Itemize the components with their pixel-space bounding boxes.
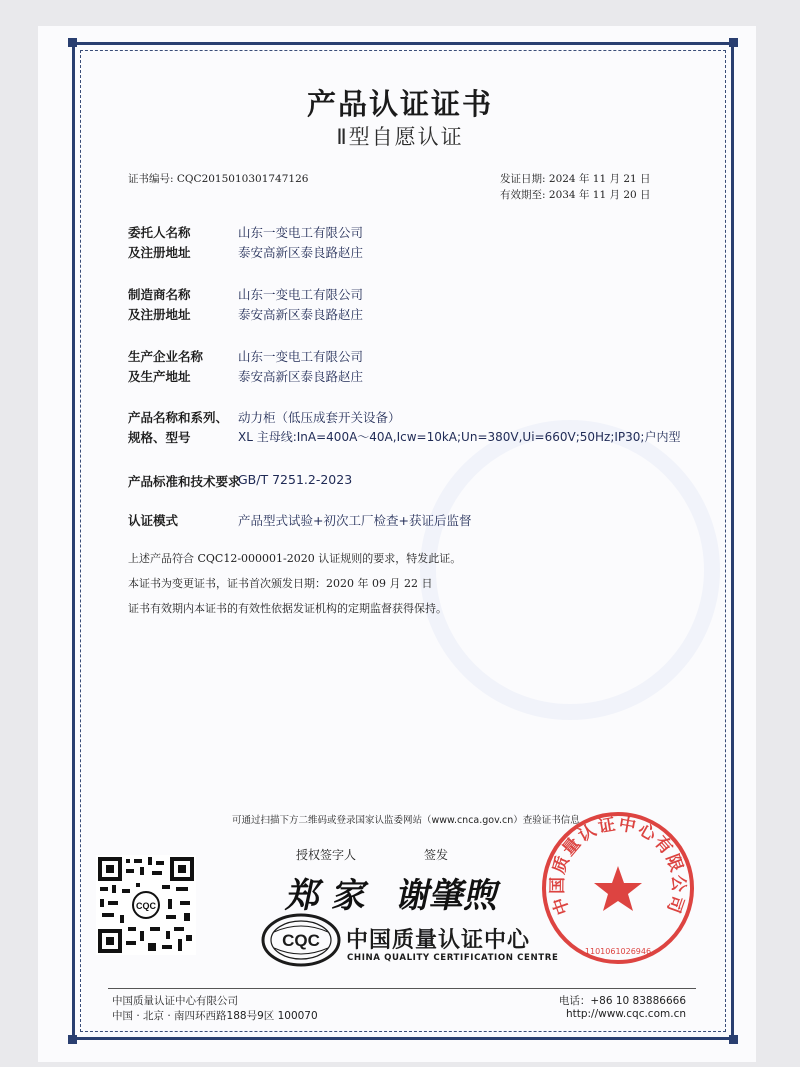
seal-code: 1101061026946 — [584, 947, 652, 956]
certification-mode-label: 认证模式 — [128, 513, 179, 528]
corner-ornament — [68, 38, 77, 47]
footer-address: 中国 · 北京 · 南四环西路188号9区 100070 — [112, 1010, 318, 1022]
svg-text:中国质量认证中心有限公司 — [548, 814, 688, 918]
verification-text: 可通过扫描下方二维码或登录国家认监委网站（www.cnca.gov.cn）查验证书信息 — [232, 815, 580, 826]
factory-name: 山东一变电工有限公司 — [238, 349, 364, 364]
watermark-ring — [420, 420, 720, 720]
seal-text: 中国质量认证中心有限公司 — [547, 814, 689, 918]
cqc-logo-mark: CQC — [282, 931, 320, 950]
factory-address: 泰安高新区泰良路赵庄 — [238, 369, 364, 384]
corner-ornament — [729, 1035, 738, 1044]
authorized-signature: 郑 家 — [283, 876, 372, 916]
cert-number-label: 证书编号: — [128, 173, 174, 185]
applicant-name: 山东一变电工有限公司 — [238, 225, 364, 240]
factory-address-label: 及生产地址 — [128, 369, 191, 384]
manufacturer-address: 泰安高新区泰良路赵庄 — [238, 307, 364, 322]
product-spec-label: 规格、型号 — [128, 430, 191, 445]
cqc-name-english: CHINA QUALITY CERTIFICATION CENTRE — [347, 953, 559, 963]
product-label: 产品名称和系列、 — [128, 410, 229, 425]
applicant-label: 委托人名称 — [128, 225, 191, 240]
note-line: 证书有效期内本证书的有效性依据发证机构的定期监督获得保持。 — [128, 602, 447, 615]
note-line: 本证书为变更证书，证书首次颁发日期：2020 年 09 月 22 日 — [128, 577, 433, 590]
note-line: 上述产品符合 CQC12-000001-2020 认证规则的要求，特发此证。 — [128, 552, 462, 565]
issue-date — [500, 171, 651, 186]
corner-ornament — [68, 1035, 77, 1044]
issuer-signature: 谢肇煦 — [393, 876, 504, 916]
applicant-address-label: 及注册地址 — [128, 245, 191, 260]
manufacturer-label: 制造商名称 — [128, 287, 191, 302]
authorized-signatory-label: 授权签字人 — [296, 848, 357, 862]
footer-organization: 中国质量认证中心有限公司 — [112, 995, 238, 1007]
footer-divider — [108, 988, 696, 989]
expire-date — [500, 187, 651, 202]
corner-ornament — [729, 38, 738, 47]
product-spec: XL 主母线:InA=400A～40A,Icw=10kA;Un=380V,Ui=660V;50Hz;IP30;户内型 — [238, 430, 681, 444]
standard-value: GB/T 7251.2-2023 — [238, 472, 353, 487]
factory-label: 生产企业名称 — [128, 349, 204, 364]
cqc-logo-icon — [260, 912, 342, 968]
certification-mode-value: 产品型式试验+初次工厂检查+获证后监督 — [238, 513, 472, 528]
issue-date-label: 发证日期: — [500, 173, 546, 185]
issue-date-value: 2024 年 11 月 21 日 — [548, 173, 651, 185]
footer-website[interactable]: http://www.cqc.com.cn — [565, 1008, 686, 1020]
certificate-subtitle: Ⅱ型自愿认证 — [336, 125, 464, 149]
manufacturer-name: 山东一变电工有限公司 — [238, 287, 364, 302]
issuer-label: 签发 — [424, 848, 449, 862]
official-seal-icon — [538, 808, 698, 968]
standard-label: 产品标准和技术要求 — [128, 474, 241, 489]
cert-number-value: CQC2015010301747126 — [176, 173, 309, 185]
cqc-name-chinese: 中国质量认证中心 — [346, 928, 531, 953]
cert-number — [128, 171, 308, 186]
qr-code[interactable] — [96, 855, 196, 955]
applicant-address: 泰安高新区泰良路赵庄 — [238, 245, 364, 260]
manufacturer-address-label: 及注册地址 — [128, 307, 191, 322]
qr-center-logo: CQC — [136, 901, 156, 911]
certificate-title: 产品认证证书 — [306, 87, 493, 121]
footer-phone: 电话：+86 10 83886666 — [558, 995, 686, 1007]
expire-date-value: 2034 年 11 月 20 日 — [548, 189, 651, 201]
expire-date-label: 有效期至: — [500, 189, 546, 201]
product-name: 动力柜（低压成套开关设备） — [238, 410, 401, 425]
